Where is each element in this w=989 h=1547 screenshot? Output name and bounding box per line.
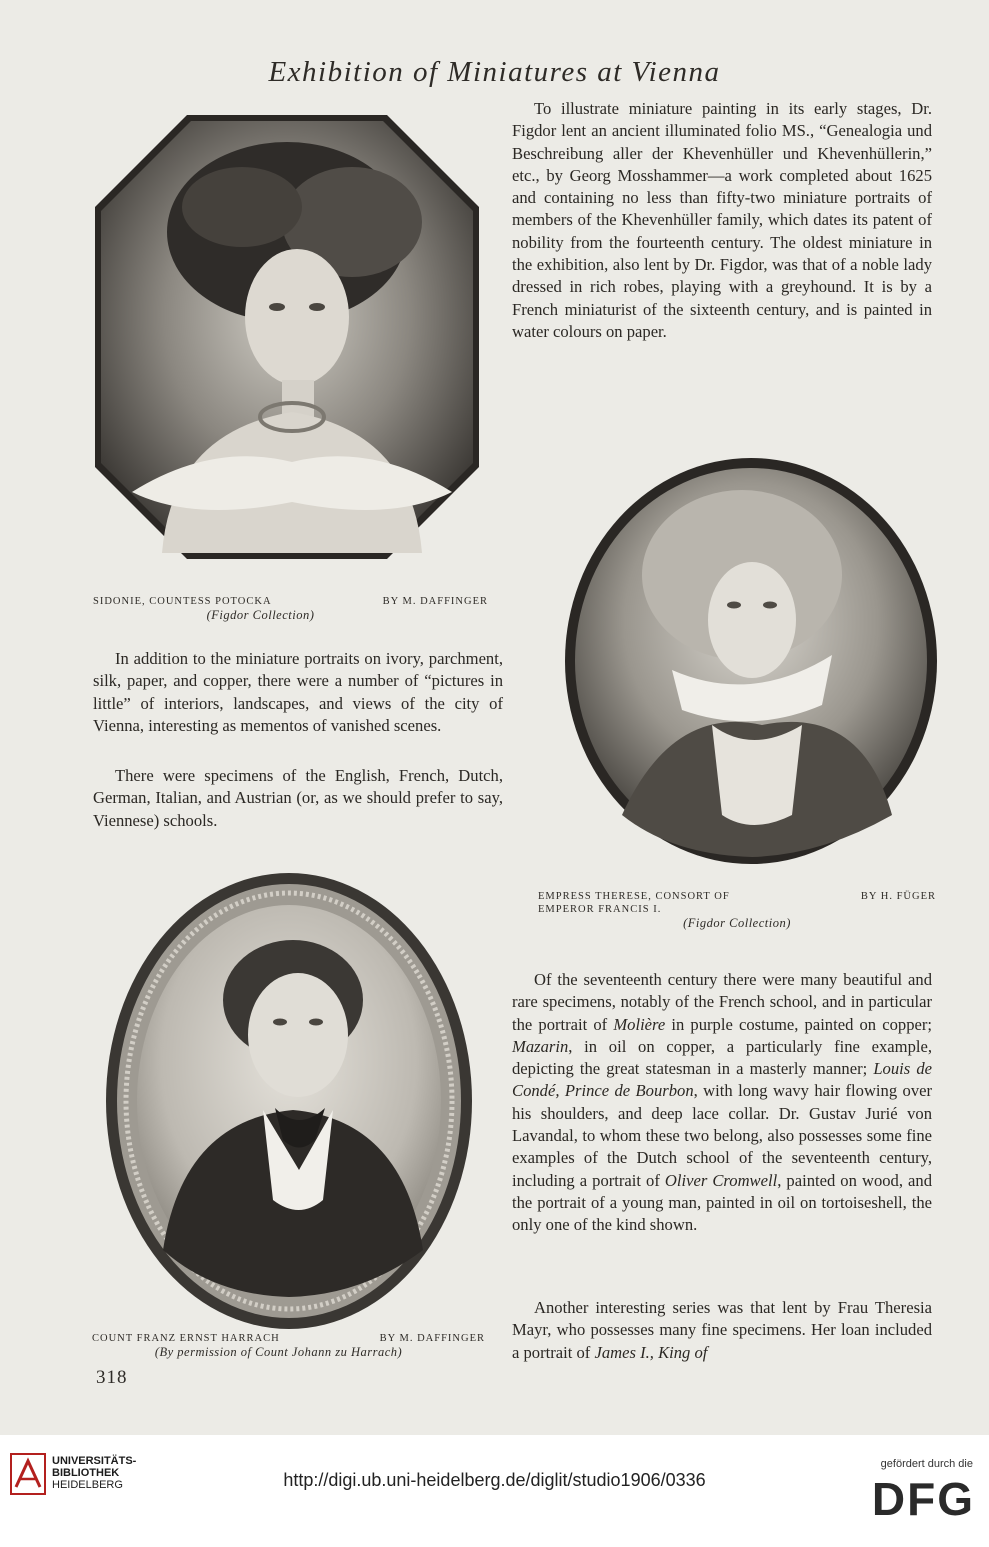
portrait-therese: [562, 455, 940, 867]
caption-harrach-permission: (By permission of Count Johann zu Harrach): [154, 1345, 403, 1359]
italic-title: Oliver Cromwell: [664, 1170, 778, 1190]
footer-bar: [0, 1435, 989, 1547]
text-run: , in oil on copper, a particularly fine example, depicting the great statesman in a masterly manner;: [512, 1036, 932, 1079]
caption-therese-collection: (Figdor Collection): [683, 916, 791, 930]
caption-harrach-artist: BY M. DAFFINGER: [379, 1333, 485, 1344]
text-run: To illustrate miniature painting in its early stages, Dr. Figdor lent an ancient illuminated folio MS., “Genealogia und Beschreibung aller der Khevenhüller und Khevenhüllerin,” etc., by Georg Mosshammer—a work completed about 1625 and containing no less than fifty-two miniature portraits of members of the Khevenhüller family, which dates its patent of nobility from the fourteenth century. The oldest miniature in the exhibition, also lent by Dr. Figdor, was that of a noble lady dressed in rich robes, playing with a greyhound. It is by a French miniaturist of the sixteenth century, and is painted in water colours on paper.: [512, 99, 932, 341]
caption-potocka-artist: BY M. DAFFINGER: [382, 596, 488, 607]
paragraph-figdor-folio: [512, 98, 932, 343]
caption-therese-title-2: EMPEROR FRANCIS I.: [538, 904, 662, 915]
paragraph-schools: [93, 765, 503, 832]
library-line-2: BIBLIOTHEK: [52, 1467, 120, 1479]
caption-therese-artist: BY H. FÜGER: [860, 891, 936, 902]
page-title: Exhibition of Miniatures at Vienna: [268, 56, 721, 88]
italic-title: Molière: [613, 1014, 666, 1034]
dfg-logo: DFG: [871, 1473, 975, 1525]
text-run: In addition to the miniature portraits on ivory, parchment, silk, paper, and copper, there were a number of “pictures in little” of interiors, landscapes, and views of the city of Vienna, interesting as mementos of vanished scenes.: [93, 649, 503, 735]
library-line-3: HEIDELBERG: [52, 1479, 123, 1491]
portrait-potocka: [92, 112, 482, 562]
paragraph-frau-mayr: [512, 1297, 932, 1364]
text-run: in purple costume, painted on copper;: [665, 1014, 932, 1034]
dfg-supported-by: gefördert durch die: [880, 1458, 973, 1470]
caption-potocka-collection: (Figdor Collection): [206, 608, 315, 622]
italic-title: Mazarin: [512, 1036, 569, 1056]
text-run: , with long wavy hair flowing over his shoulders, and deep lace collar. Dr. Gustav Jurié von Lavandal, to whom these two belong, also possesses some fine examples of the Dutch school of the seventeenth century, including a portrait of: [512, 1081, 933, 1190]
caption-harrach: [92, 1332, 485, 1359]
text-run: Another interesting series was that lent by Frau Theresia Mayr, who possesses many fine specimens. Her loan included a portrait of: [512, 1298, 932, 1362]
caption-potocka: [93, 595, 488, 622]
paragraph-pictures-in-little: [93, 648, 503, 737]
portrait-harrach: [103, 870, 475, 1332]
page-number: 318: [96, 1367, 128, 1388]
text-run: There were specimens of the English, French, Dutch, German, Italian, and Austrian (or, as we should prefer to say, Viennese) schools.: [93, 766, 503, 830]
caption-therese-title: EMPRESS THERESE, CONSORT OF: [538, 891, 730, 902]
paragraph-seventeenth-century: [512, 969, 932, 1237]
italic-title: Louis de Condé, Prince de Bourbon: [512, 1059, 932, 1101]
italic-title: James I., King of: [594, 1342, 708, 1362]
source-url-link[interactable]: http://digi.ub.uni-heidelberg.de/diglit/studio1906/0336: [283, 1470, 706, 1490]
text-run: , painted on wood, and the portrait of a young man, painted in oil on tortoiseshell, the only one of the kind shown.: [512, 1170, 932, 1235]
library-line-1: UNIVERSITÄTS-: [52, 1455, 137, 1467]
text-run: Of the seventeenth century there were many beautiful and rare specimens, notably of the French school, and in particular the portrait of: [512, 970, 932, 1034]
caption-therese: [538, 890, 936, 930]
caption-harrach-title: COUNT FRANZ ERNST HARRACH: [92, 1333, 280, 1344]
caption-potocka-title: SIDONIE, COUNTESS POTOCKA: [93, 596, 272, 607]
